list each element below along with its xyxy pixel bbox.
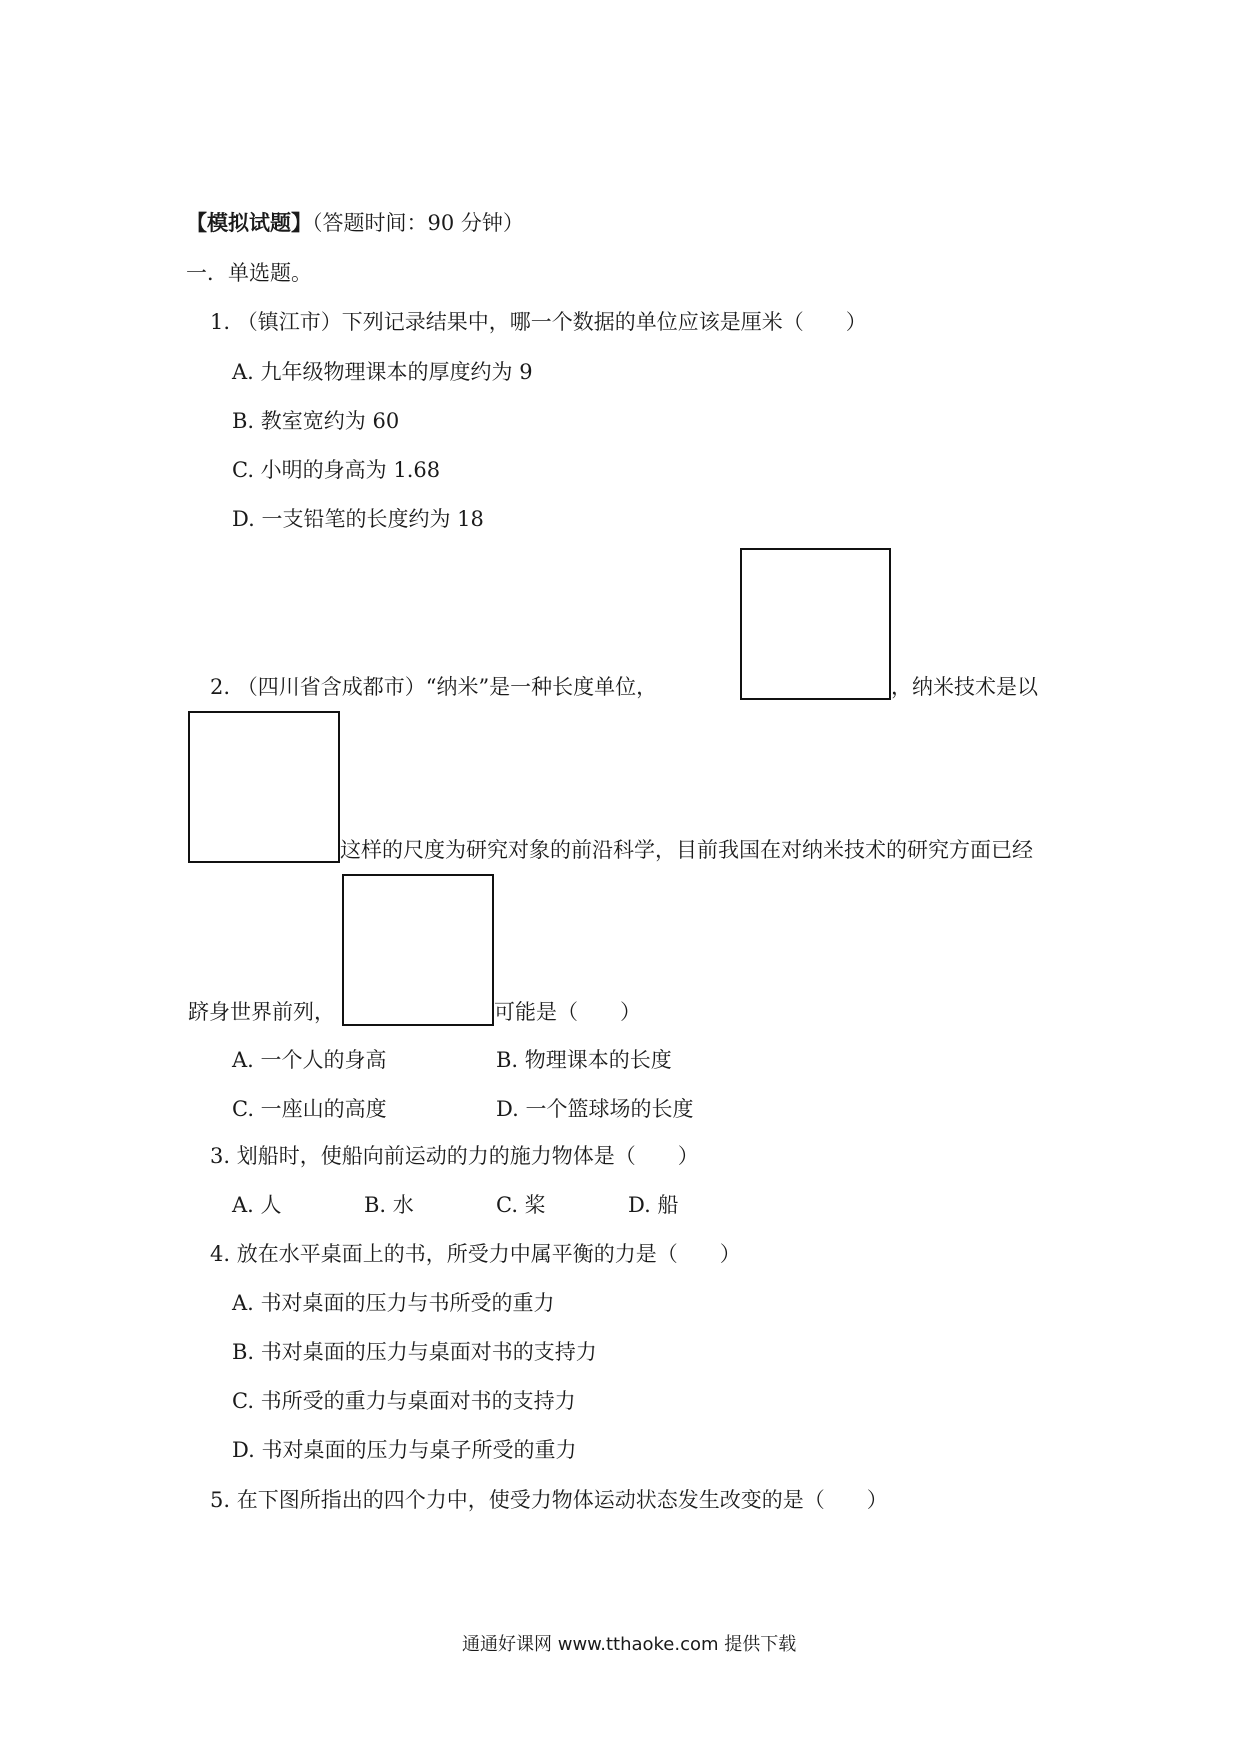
- question-4-option-b: B. 书对桌面的压力与桌面对书的支持力: [232, 1340, 597, 1364]
- question-2-option-d: D. 一个篮球场的长度: [496, 1097, 694, 1121]
- question-5-stem: 5. 在下图所指出的四个力中，使受力物体运动状态发生改变的是（ ）: [210, 1488, 888, 1512]
- question-2-stem-part2: ，纳米技术是以: [891, 675, 1038, 699]
- question-2-stem-part3: 这样的尺度为研究对象的前沿科学，目前我国在对纳米技术的研究方面已经: [340, 838, 1033, 862]
- question-1-option-c: C. 小明的身高为 1.68: [232, 458, 441, 482]
- question-4-option-a: A. 书对桌面的压力与书所受的重力: [232, 1291, 555, 1315]
- formula-image-box-1: [740, 548, 891, 700]
- page-footer: 通通好课网 www.tthaoke.com 提供下载: [462, 1634, 797, 1655]
- question-4-option-c: C. 书所受的重力与桌面对书的支持力: [232, 1389, 576, 1413]
- question-2-stem-part5: 可能是（ ）: [494, 1000, 641, 1024]
- question-1-option-a: A. 九年级物理课本的厚度约为 9: [232, 360, 533, 384]
- question-3-option-c: C. 桨: [496, 1193, 546, 1217]
- question-2-option-c: C. 一座山的高度: [232, 1097, 387, 1121]
- question-3-stem: 3. 划船时，使船向前运动的力的施力物体是（ ）: [210, 1144, 699, 1168]
- exam-header: [186, 209, 524, 237]
- question-2-option-a: A. 一个人的身高: [232, 1048, 387, 1072]
- section-heading: 一．单选题。: [186, 261, 312, 285]
- question-3-option-b: B. 水: [364, 1193, 414, 1217]
- exam-title: 【模拟试题】: [186, 210, 312, 235]
- formula-image-box-3: [342, 874, 494, 1026]
- formula-image-box-2: [188, 711, 340, 863]
- question-4-stem: 4. 放在水平桌面上的书，所受力中属平衡的力是（ ）: [210, 1242, 741, 1266]
- question-1-option-d: D. 一支铅笔的长度约为 18: [232, 507, 484, 531]
- question-1-option-b: B. 教室宽约为 60: [232, 409, 400, 433]
- exam-time-note: （答题时间：90 分钟）: [312, 211, 524, 235]
- question-4-option-d: D. 书对桌面的压力与桌子所受的重力: [232, 1438, 577, 1462]
- question-3-option-a: A. 人: [232, 1193, 282, 1217]
- question-3-option-d: D. 船: [628, 1193, 679, 1217]
- question-2-stem-part1: 2. （四川省含成都市）“纳米”是一种长度单位，: [210, 675, 658, 699]
- question-2-stem-part4: 跻身世界前列，: [188, 1000, 335, 1024]
- question-1-stem: 1. （镇江市）下列记录结果中，哪一个数据的单位应该是厘米（ ）: [210, 310, 867, 334]
- question-2-option-b: B. 物理课本的长度: [496, 1048, 672, 1072]
